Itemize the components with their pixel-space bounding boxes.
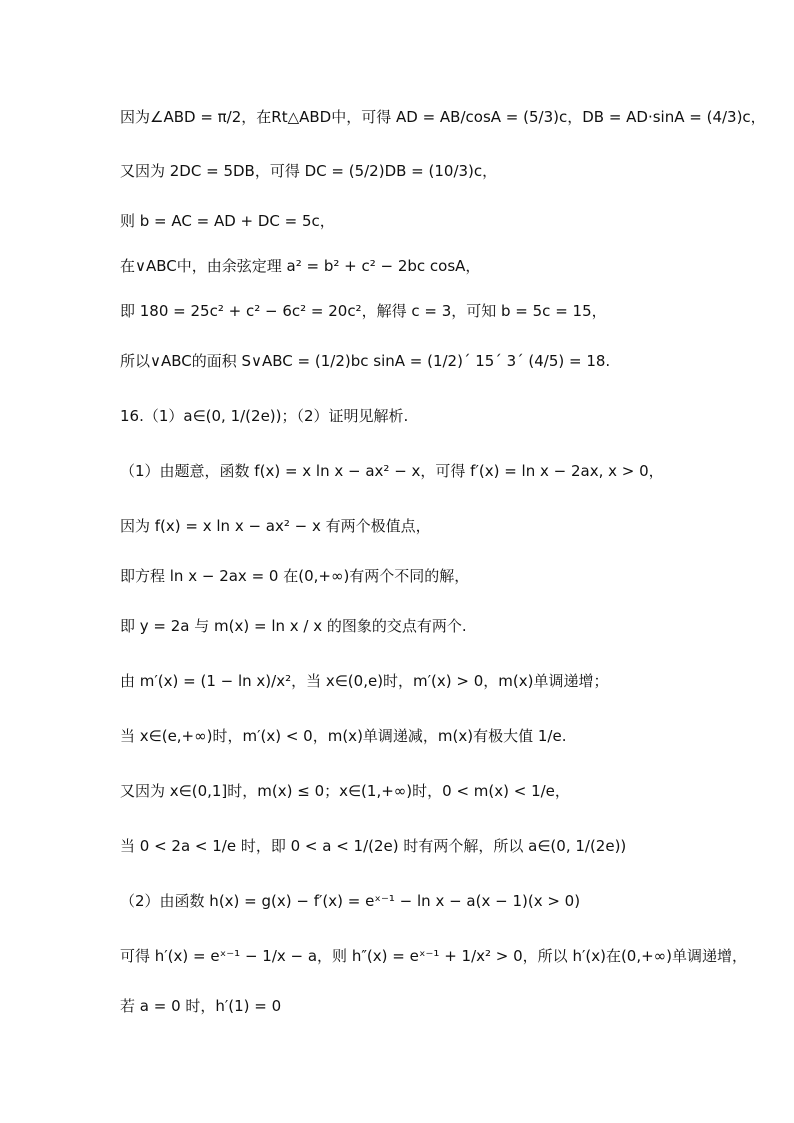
text-line-10: 即方程 ln x − 2ax = 0 在(0,+∞)有两个不同的解， — [120, 567, 470, 585]
text-line-3: 则 b = AC = AD + DC = 5c， — [120, 212, 335, 230]
text-line-9: 因为 f(x) = x ln x − ax² − x 有两个极值点， — [120, 517, 431, 535]
text-line-5: 即 180 = 25c² + c² − 6c² = 20c²，解得 c = 3，可知 b = 5c = 15， — [120, 302, 607, 320]
text-line-11: 即 y = 2a 与 m(x) = ln x / x 的图象的交点有两个. — [120, 617, 467, 635]
text-line-16: （2）由函数 h(x) = g(x) − f′(x) = eˣ⁻¹ − ln x − a(x − 1)(x > 0) — [120, 892, 581, 910]
text-line-8: （1）由题意，函数 f(x) = x ln x − ax² − x，可得 f′(x) = ln x − 2ax, x > 0， — [120, 462, 664, 480]
text-line-1: 因为∠ABD = π/2，在Rt△ABD中，可得 AD = AB/cosA = (5/3)c，DB = AD·sinA = (4/3)c， — [120, 108, 766, 126]
text-line-17: 可得 h′(x) = eˣ⁻¹ − 1/x − a，则 h″(x) = eˣ⁻¹ + 1/x² > 0，所以 h′(x)在(0,+∞)单调递增， — [120, 947, 748, 965]
text-line-2: 又因为 2DC = 5DB，可得 DC = (5/2)DB = (10/3)c， — [120, 162, 498, 180]
text-line-4: 在∨ABC中，由余弦定理 a² = b² + c² − 2bc cosA， — [120, 257, 481, 275]
text-line-13: 当 x∈(e,+∞)时，m′(x) < 0，m(x)单调递减，m(x)有极大值 1/e. — [120, 727, 567, 745]
text-line-6: 所以∨ABC的面积 S∨ABC = (1/2)bc sinA = (1/2)´ 15´ 3´ (4/5) = 18. — [120, 352, 611, 370]
text-line-12: 由 m′(x) = (1 − ln x)/x²，当 x∈(0,e)时，m′(x) > 0，m(x)单调递增； — [120, 672, 609, 690]
text-line-18: 若 a = 0 时，h′(1) = 0 — [120, 997, 282, 1015]
text-line-15: 当 0 < 2a < 1/e 时，即 0 < a < 1/(2e) 时有两个解，所以 a∈(0, 1/(2e)) — [120, 837, 627, 855]
text-line-7: 16.（1）a∈(0, 1/(2e))；（2）证明见解析. — [120, 407, 409, 425]
text-line-14: 又因为 x∈(0,1]时，m(x) ≤ 0；x∈(1,+∞)时，0 < m(x) < 1/e， — [120, 782, 570, 800]
